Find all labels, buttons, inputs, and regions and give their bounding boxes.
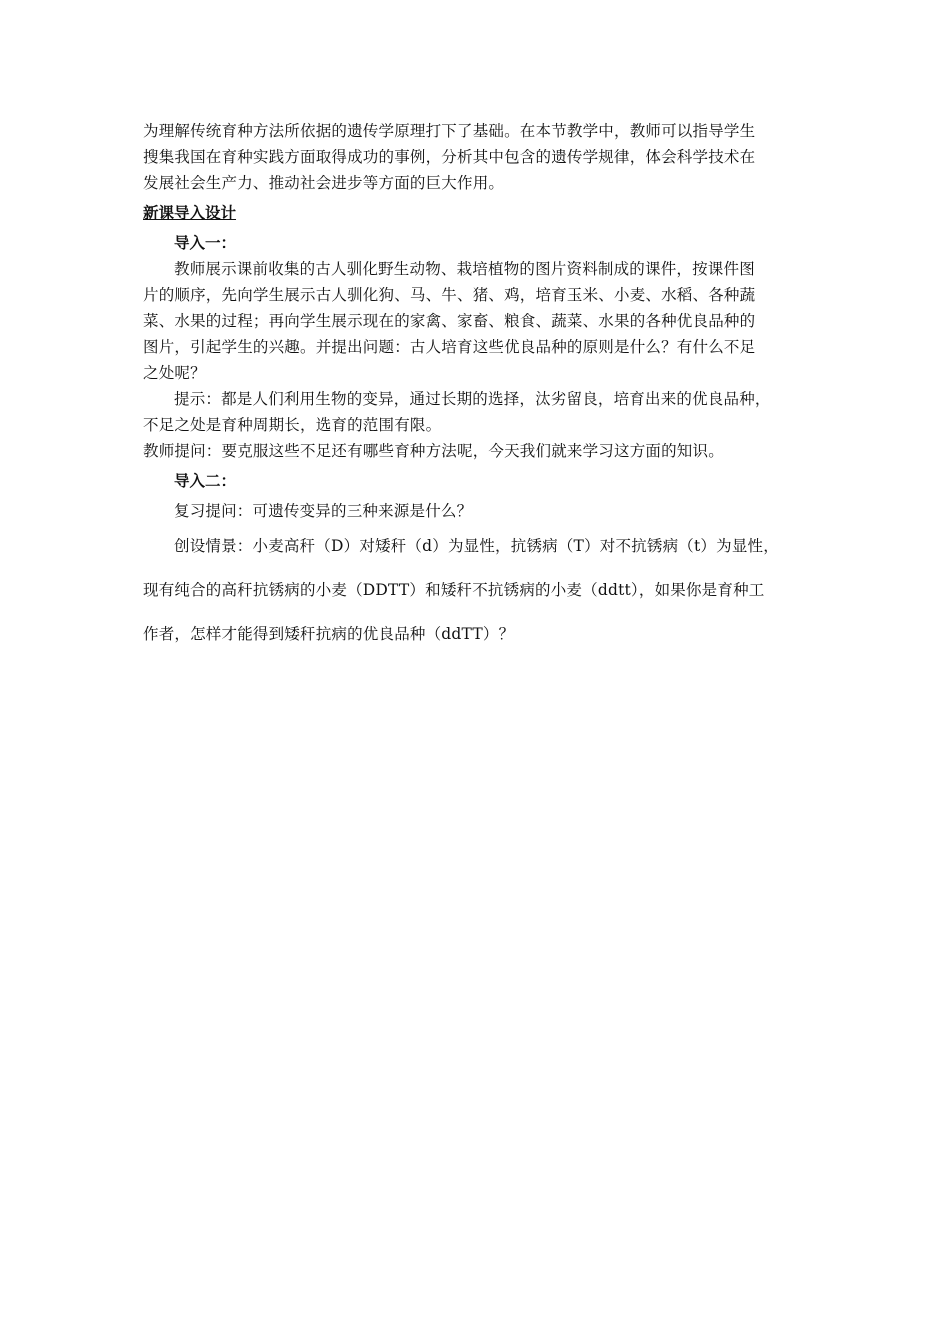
intro1-line-1: 教师展示课前收集的古人驯化野生动物、栽培植物的图片资料制成的课件，按课件图 xyxy=(174,260,755,278)
section-title: 新课导入设计 xyxy=(143,203,237,222)
intro1-line-2: 片的顺序，先向学生展示古人驯化狗、马、牛、猪、鸡，培育玉米、小麦、水稻、各种蔬 xyxy=(143,286,756,304)
teacher-question: 教师提问：要克服这些不足还有哪些育种方法呢，今天我们就来学习这方面的知识。 xyxy=(143,442,724,460)
hint-line-2: 不足之处是育种周期长，选育的范围有限。 xyxy=(143,416,442,434)
intro-line-3: 发展社会生产力、推动社会进步等方面的巨大作用。 xyxy=(143,174,505,192)
scenario-line-1: 创设情景：小麦高秆（D）对矮秆（d）为显性，抗锈病（T）对不抗锈病（t）为显性， xyxy=(174,537,779,555)
intro1-line-5: 之处呢？ xyxy=(143,364,206,382)
intro1-hint xyxy=(143,386,815,438)
intro1-line-3: 菜、水果的过程；再向学生展示现在的家禽、家畜、粮食、蔬菜、水果的各种优良品种的 xyxy=(143,312,756,330)
scenario-line-2: 现有纯合的高秆抗锈病的小麦（DDTT）和矮秆不抗锈病的小麦（ddtt），如果你是育种工 xyxy=(143,581,765,599)
document-page xyxy=(143,118,815,656)
scenario-paragraph xyxy=(143,524,815,656)
intro-line-1: 为理解传统育种方法所依据的遗传学原理打下了基础。在本节教学中，教师可以指导学生 xyxy=(143,122,756,140)
intro-paragraph xyxy=(143,118,815,196)
intro2-title: 导入二： xyxy=(174,471,237,490)
intro1-title: 导入一： xyxy=(174,233,237,252)
scenario-line-3: 作者，怎样才能得到矮秆抗病的优良品种（ddTT）？ xyxy=(143,625,515,643)
intro-line-2: 搜集我国在育种实践方面取得成功的事例，分析其中包含的遗传学规律，体会科学技术在 xyxy=(143,148,756,166)
intro1-paragraph xyxy=(143,256,815,386)
intro1-line-4: 图片，引起学生的兴趣。并提出问题：古人培育这些优良品种的原则是什么？有什么不足 xyxy=(143,338,756,356)
review-question: 复习提问：可遗传变异的三种来源是什么？ xyxy=(174,502,473,520)
hint-line-1: 提示：都是人们利用生物的变异，通过长期的选择，汰劣留良，培育出来的优良品种， xyxy=(174,390,771,408)
